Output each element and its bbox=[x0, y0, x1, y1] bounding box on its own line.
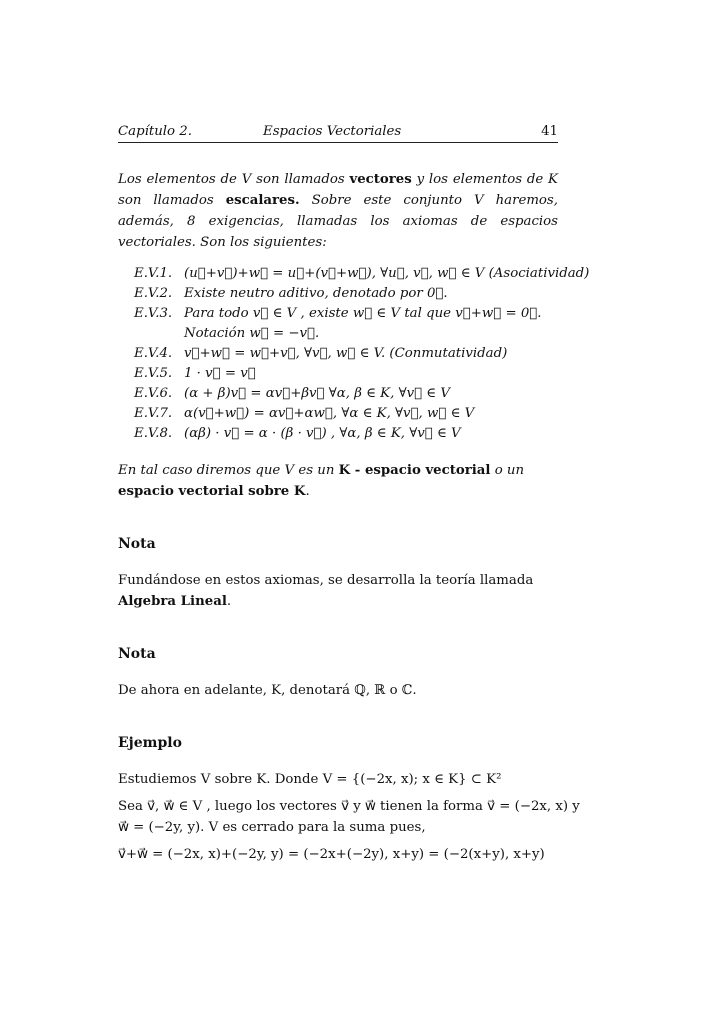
term-algebra-lineal: Algebra Lineal bbox=[118, 594, 227, 609]
axiom-text: (u⃗+v⃗)+w⃗ = u⃗+(v⃗+w⃗), ∀u⃗, v⃗, w⃗ ∈ V (Asociatividad) bbox=[184, 266, 590, 281]
nota-text-1: Fundándose en estos axiomas, se desarrolla la teoría llamada bbox=[118, 573, 534, 588]
axiom-label: E.V.1. bbox=[134, 266, 173, 281]
nota-end-1: . bbox=[226, 594, 232, 609]
axiom-label: E.V.7. bbox=[134, 406, 173, 421]
chapter-title: Espacios Vectoriales bbox=[263, 124, 402, 139]
conclusion-paragraph bbox=[118, 460, 558, 502]
axiom-text: α(v⃗+w⃗) = αv⃗+αw⃗, ∀α ∈ K, ∀v⃗, w⃗ ∈ V bbox=[184, 406, 475, 421]
axiom-text: Existe neutro aditivo, denotado por 0⃗. bbox=[184, 286, 448, 301]
term-k-espacio-vectorial: K - espacio vectorial bbox=[338, 463, 491, 478]
axiom-item bbox=[118, 424, 558, 444]
conclusion-text-3: . bbox=[305, 484, 310, 499]
ejemplo-line-2: Sea v⃗, w⃗ ∈ V , luego los vectores v⃗ y w⃗ tienen la forma v⃗ = (−2x, x) y bbox=[118, 799, 580, 814]
axiom-text: Notación w⃗ = −v⃗. bbox=[184, 326, 320, 341]
nota-paragraph-1 bbox=[118, 570, 558, 612]
conclusion-text-2: o un bbox=[490, 463, 525, 478]
ejemplo-body bbox=[118, 769, 580, 865]
axiom-item bbox=[118, 384, 558, 404]
term-vectores: vectores bbox=[349, 172, 412, 187]
conclusion-text-1: En tal caso diremos que V es un bbox=[118, 463, 339, 478]
nota-heading-1: Nota bbox=[118, 536, 156, 552]
term-escalares: escalares. bbox=[225, 193, 300, 208]
axiom-item bbox=[118, 364, 558, 384]
axiom-label: E.V.4. bbox=[134, 346, 173, 361]
axiom-item bbox=[118, 264, 590, 284]
axiom-text: (αβ) · v⃗ = α · (β · v⃗) , ∀α, β ∈ K, ∀v⃗ ∈ V bbox=[184, 426, 461, 441]
ejemplo-heading: Ejemplo bbox=[118, 735, 182, 751]
intro-text-2: y los elementos de K son llamados bbox=[118, 172, 558, 208]
axiom-item bbox=[118, 344, 558, 364]
term-espacio-vectorial-sobre-k: espacio vectorial sobre K bbox=[118, 484, 306, 499]
nota-heading-2: Nota bbox=[118, 646, 156, 662]
axiom-text: (α + β)v⃗ = αv⃗+βv⃗ ∀α, β ∈ K, ∀v⃗ ∈ V bbox=[184, 386, 450, 401]
intro-text-1: Los elementos de V son llamados bbox=[118, 172, 350, 187]
axiom-list bbox=[118, 264, 590, 444]
axiom-label: E.V.8. bbox=[134, 426, 173, 441]
document-page bbox=[118, 116, 590, 865]
running-header bbox=[118, 116, 558, 143]
axiom-item bbox=[118, 404, 558, 424]
ejemplo-line-4: v⃗+w⃗ = (−2x, x)+(−2y, y) = (−2x+(−2y), x+y) = (−2(x+y), x+y) bbox=[118, 847, 545, 862]
axiom-item bbox=[118, 304, 558, 324]
axiom-label: E.V.6. bbox=[134, 386, 173, 401]
axiom-text: Para todo v⃗ ∈ V , existe w⃗ ∈ V tal que v⃗+w⃗ = 0⃗. bbox=[184, 306, 542, 321]
ejemplo-line-1: Estudiemos V sobre K. Donde V = {(−2x, x); x ∈ K} ⊂ K² bbox=[118, 772, 502, 787]
ejemplo-line-3: w⃗ = (−2y, y). V es cerrado para la suma pues, bbox=[118, 820, 426, 835]
chapter-label: Capítulo 2. bbox=[118, 124, 192, 139]
intro-paragraph bbox=[118, 169, 558, 253]
axiom-text: 1 · v⃗ = v⃗ bbox=[184, 366, 256, 381]
nota-paragraph-2: De ahora en adelante, K, denotará ℚ, ℝ o ℂ. bbox=[118, 683, 417, 698]
intro-text-3: Sobre este conjunto V haremos, además, 8 exigencias, llamadas los axiomas de espacios vectoriales. Son los siguientes: bbox=[118, 193, 558, 250]
axiom-label: E.V.2. bbox=[134, 286, 173, 301]
axiom-text: v⃗+w⃗ = w⃗+v⃗, ∀v⃗, w⃗ ∈ V. (Conmutatividad) bbox=[184, 346, 508, 361]
page-number: 41 bbox=[541, 124, 558, 139]
axiom-label: E.V.3. bbox=[134, 306, 173, 321]
axiom-item bbox=[118, 324, 558, 344]
axiom-label: E.V.5. bbox=[134, 366, 173, 381]
axiom-item bbox=[118, 284, 558, 304]
